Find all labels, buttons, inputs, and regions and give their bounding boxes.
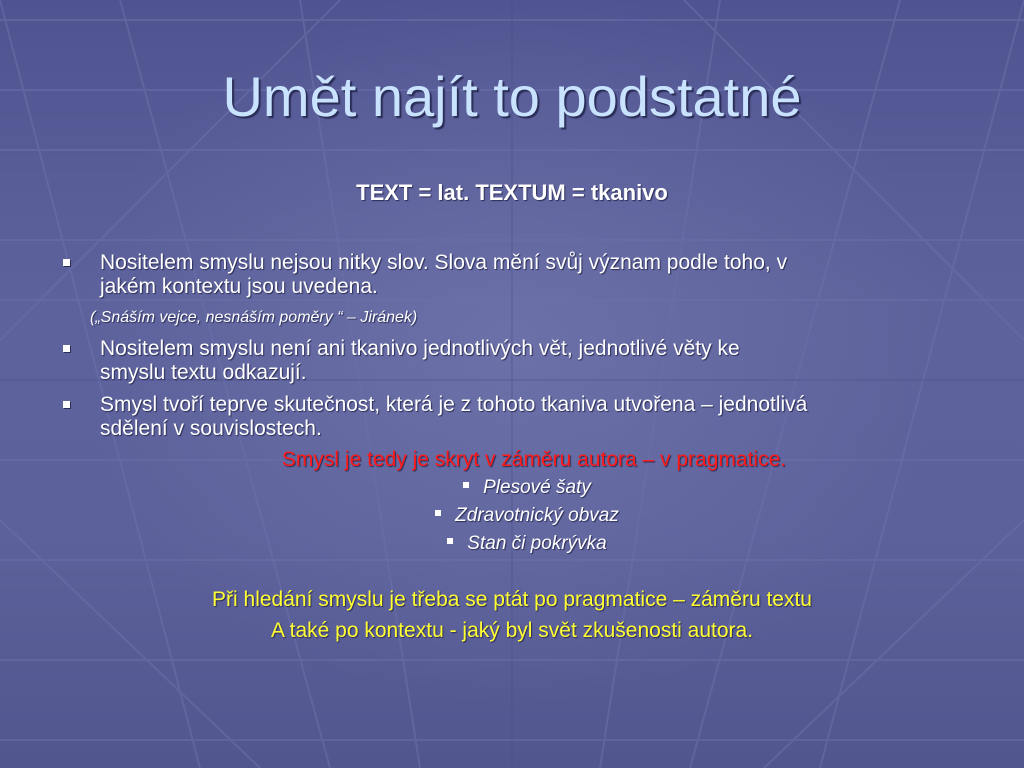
conclusion-line-1: Při hledání smyslu je třeba se ptát po pragmatice – záměru textu (212, 588, 812, 611)
bullet-3-line-2: sdělení v souvislostech. (100, 417, 322, 440)
square-bullet-icon (63, 401, 70, 408)
square-bullet-icon (435, 510, 441, 516)
bullet-text-2 (100, 337, 980, 385)
example-label-1: Plesové šaty (483, 477, 591, 498)
bullet-3-line-1: Smysl tvoří teprve skutečnost, která je z tohoto tkaniva utvořena – jednotlivá (100, 393, 808, 416)
example-item-2 (15, 505, 1024, 527)
quote: („Snáším vejce, nesnáším poměry “ – Jiránek) (90, 309, 418, 326)
bullet-1-line-1: Nositelem smyslu nejsou nitky slov. Slova mění svůj význam podle toho, v (100, 251, 788, 274)
square-bullet-icon (463, 482, 469, 488)
bullet-2-line-2: smyslu textu odkazují. (100, 361, 307, 384)
bullet-2-line-1: Nositelem smyslu není ani tkanivo jednotlivých vět, jednotlivé věty ke (100, 337, 740, 360)
example-item-1 (15, 477, 1024, 499)
square-bullet-icon (63, 259, 70, 266)
example-label-3: Stan či pokrývka (467, 533, 607, 554)
conclusion-line-2: A také po kontextu - jaký byl svět zkušenosti autora. (270, 619, 754, 642)
slide-subtitle: TEXT = lat. TEXTUM = tkanivo (356, 180, 668, 205)
example-label-2: Zdravotnický obvaz (455, 505, 619, 526)
square-bullet-icon (447, 538, 453, 544)
bullet-1-line-2: jakém kontextu jsou uvedena. (100, 275, 378, 298)
square-bullet-icon (63, 345, 70, 352)
example-item-3 (15, 533, 1024, 555)
slide-title: Umět najít to podstatné (222, 65, 802, 128)
red-statement: Smysl je tedy je skryt v záměru autora – v pragmatice. (281, 448, 787, 471)
bullet-text-3 (100, 393, 980, 441)
bullet-text-1 (100, 251, 980, 299)
